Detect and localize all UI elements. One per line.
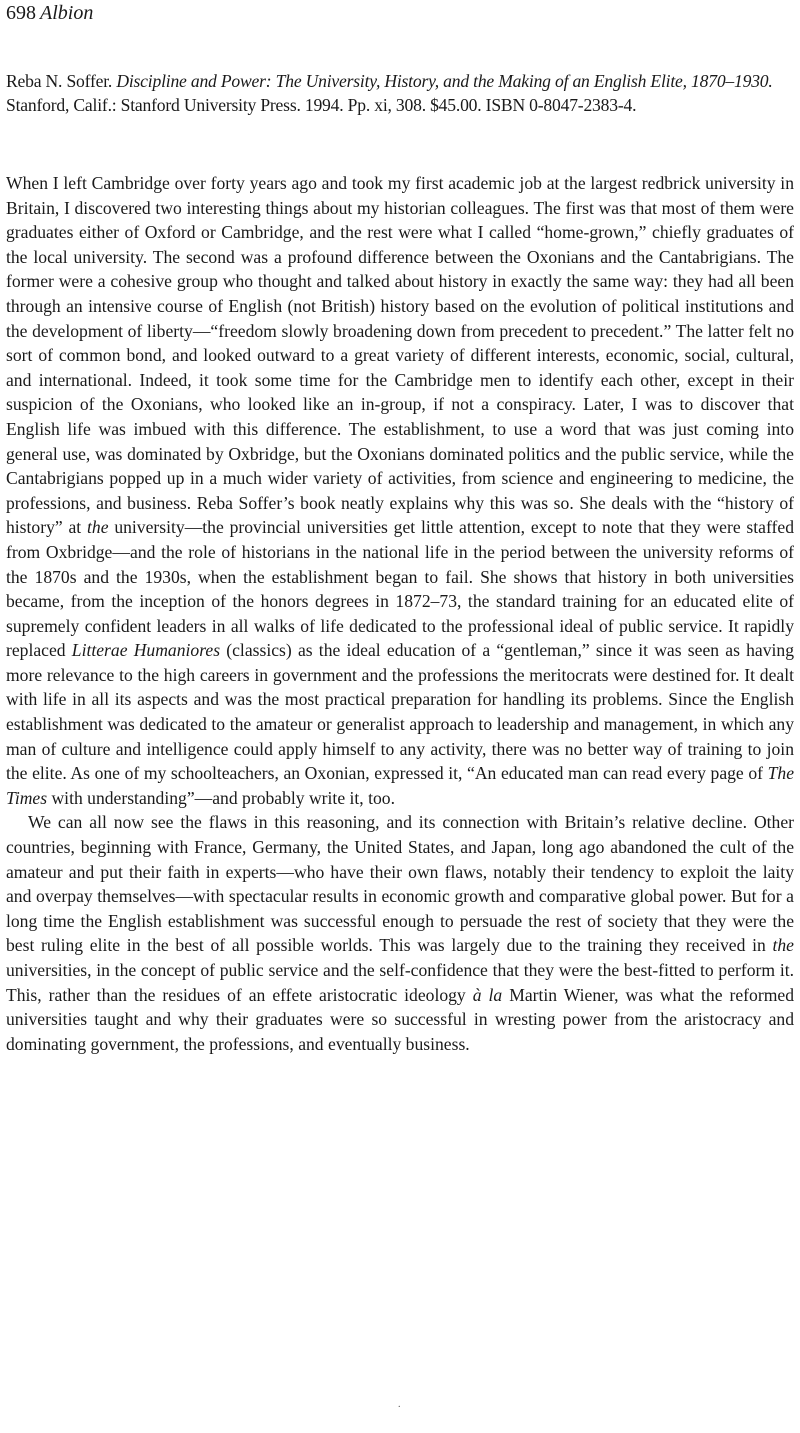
- book-author: Reba N. Soffer.: [6, 71, 113, 91]
- book-title: Discipline and Power: The University, History, and the Making of an English Elite, 1870–1930.: [116, 71, 773, 91]
- journal-title: Albion: [40, 2, 94, 24]
- book-publication-details: Stanford, Calif.: Stanford University Press. 1994. Pp. xi, 308. $45.00. ISBN 0-8047-2383-4.: [6, 94, 637, 115]
- paragraph-text: with understanding”—and probably write it, too.: [47, 787, 395, 808]
- paragraph-text: Martin Wiener, was what the reformed universities taught and why their graduates were so successful in wresting power from the aristocracy and dominating government, the professions, and eventually business.: [6, 984, 794, 1054]
- running-head: [6, 0, 93, 26]
- paragraph-text: university—the provincial universities get little attention, except to note that they were staffed from Oxbridge—and the role of historians in the national life in the period between the university reforms of the 1870s and the 1930s, when the establishment began to fail. She shows that history in both universities became, from the inception of the honors degrees in 1872–73, the standard training for an educated elite of supremely confident leaders in all walks of life dedicated to the professional ideal of public service. It rapidly replaced: [6, 517, 794, 661]
- book-citation: [6, 70, 794, 117]
- review-body: [6, 171, 794, 1056]
- stray-mark: .: [398, 1399, 401, 1410]
- review-paragraph: [6, 171, 794, 810]
- emphasis-text: Litterae Humaniores: [71, 640, 221, 661]
- paragraph-text: universities, in the concept of public service and the self-confidence that they were the best-fitted to perform it. This, rather than the residues of an effete aristocratic ideology: [6, 960, 794, 1005]
- page-number: 698: [6, 2, 36, 24]
- emphasis-text: the: [772, 935, 794, 956]
- emphasis-text: à la: [472, 984, 503, 1005]
- review-paragraph: [6, 810, 794, 1056]
- paragraph-text: We can all now see the flaws in this reasoning, and its connection with Britain’s relative decline. Other countries, beginning with France, Germany, the United States, and Japan, long ago abandoned the cult of the amateur and put their faith in experts—who have their own flaws, notably their tendency to exploit the laity and overpay themselves—with spectacular results in economic growth and comparative global power. But for a long time the English establishment was successful enough to persuade the rest of society that they were the best ruling elite in the best of all possible worlds. This was largely due to the training they received in: [6, 812, 794, 956]
- paragraph-text: When I left Cambridge over forty years ago and took my first academic job at the largest redbrick university in Britain, I discovered two interesting things about my historian colleagues. The first was that most of them were graduates either of Oxford or Cambridge, and the rest were what I called “home-grown,” chiefly graduates of the local university. The second was a profound difference between the Oxonians and the Cantabrigians. The former were a cohesive group who thought and talked about history in exactly the same way: they had all been through an intensive course of English (not British) history based on the evolution of political institutions and the development of liberty—“freedom slowly broadening down from precedent to precedent.” The latter felt no sort of common bond, and looked outward to a great variety of different interests, economic, social, cultural, and international. Indeed, it took some time for the Cambridge men to identify each other, except in their suspicion of the Oxonians, who looked like an in-group, if not a conspiracy. Later, I was to discover that English life was imbued with this difference. The establishment, to use a word that was just coming into general use, was dominated by Oxbridge, but the Oxonians dominated politics and the public service, while the Cantabrigians popped up in a much wider variety of activities, from science and engineering to medicine, the professions, and business. Reba Soffer’s book neatly explains why this was so. She deals with the “history of history” at: [6, 173, 794, 538]
- emphasis-text: the: [87, 517, 109, 538]
- paragraph-text: (classics) as the ideal education of a “gentleman,” since it was seen as having more relevance to the high careers in government and the professions the meritocrats were destined for. It dealt with life in all its aspects and was the most practical preparation for handling its problems. Since the English establishment was dedicated to the amateur or generalist approach to leadership and management, in which any man of culture and intelligence could apply himself to any activity, there was no better way of training to join the elite. As one of my schoolteachers, an Oxonian, expressed it, “An educated man can read every page of: [6, 640, 795, 784]
- emphasis-text: The Times: [6, 763, 794, 808]
